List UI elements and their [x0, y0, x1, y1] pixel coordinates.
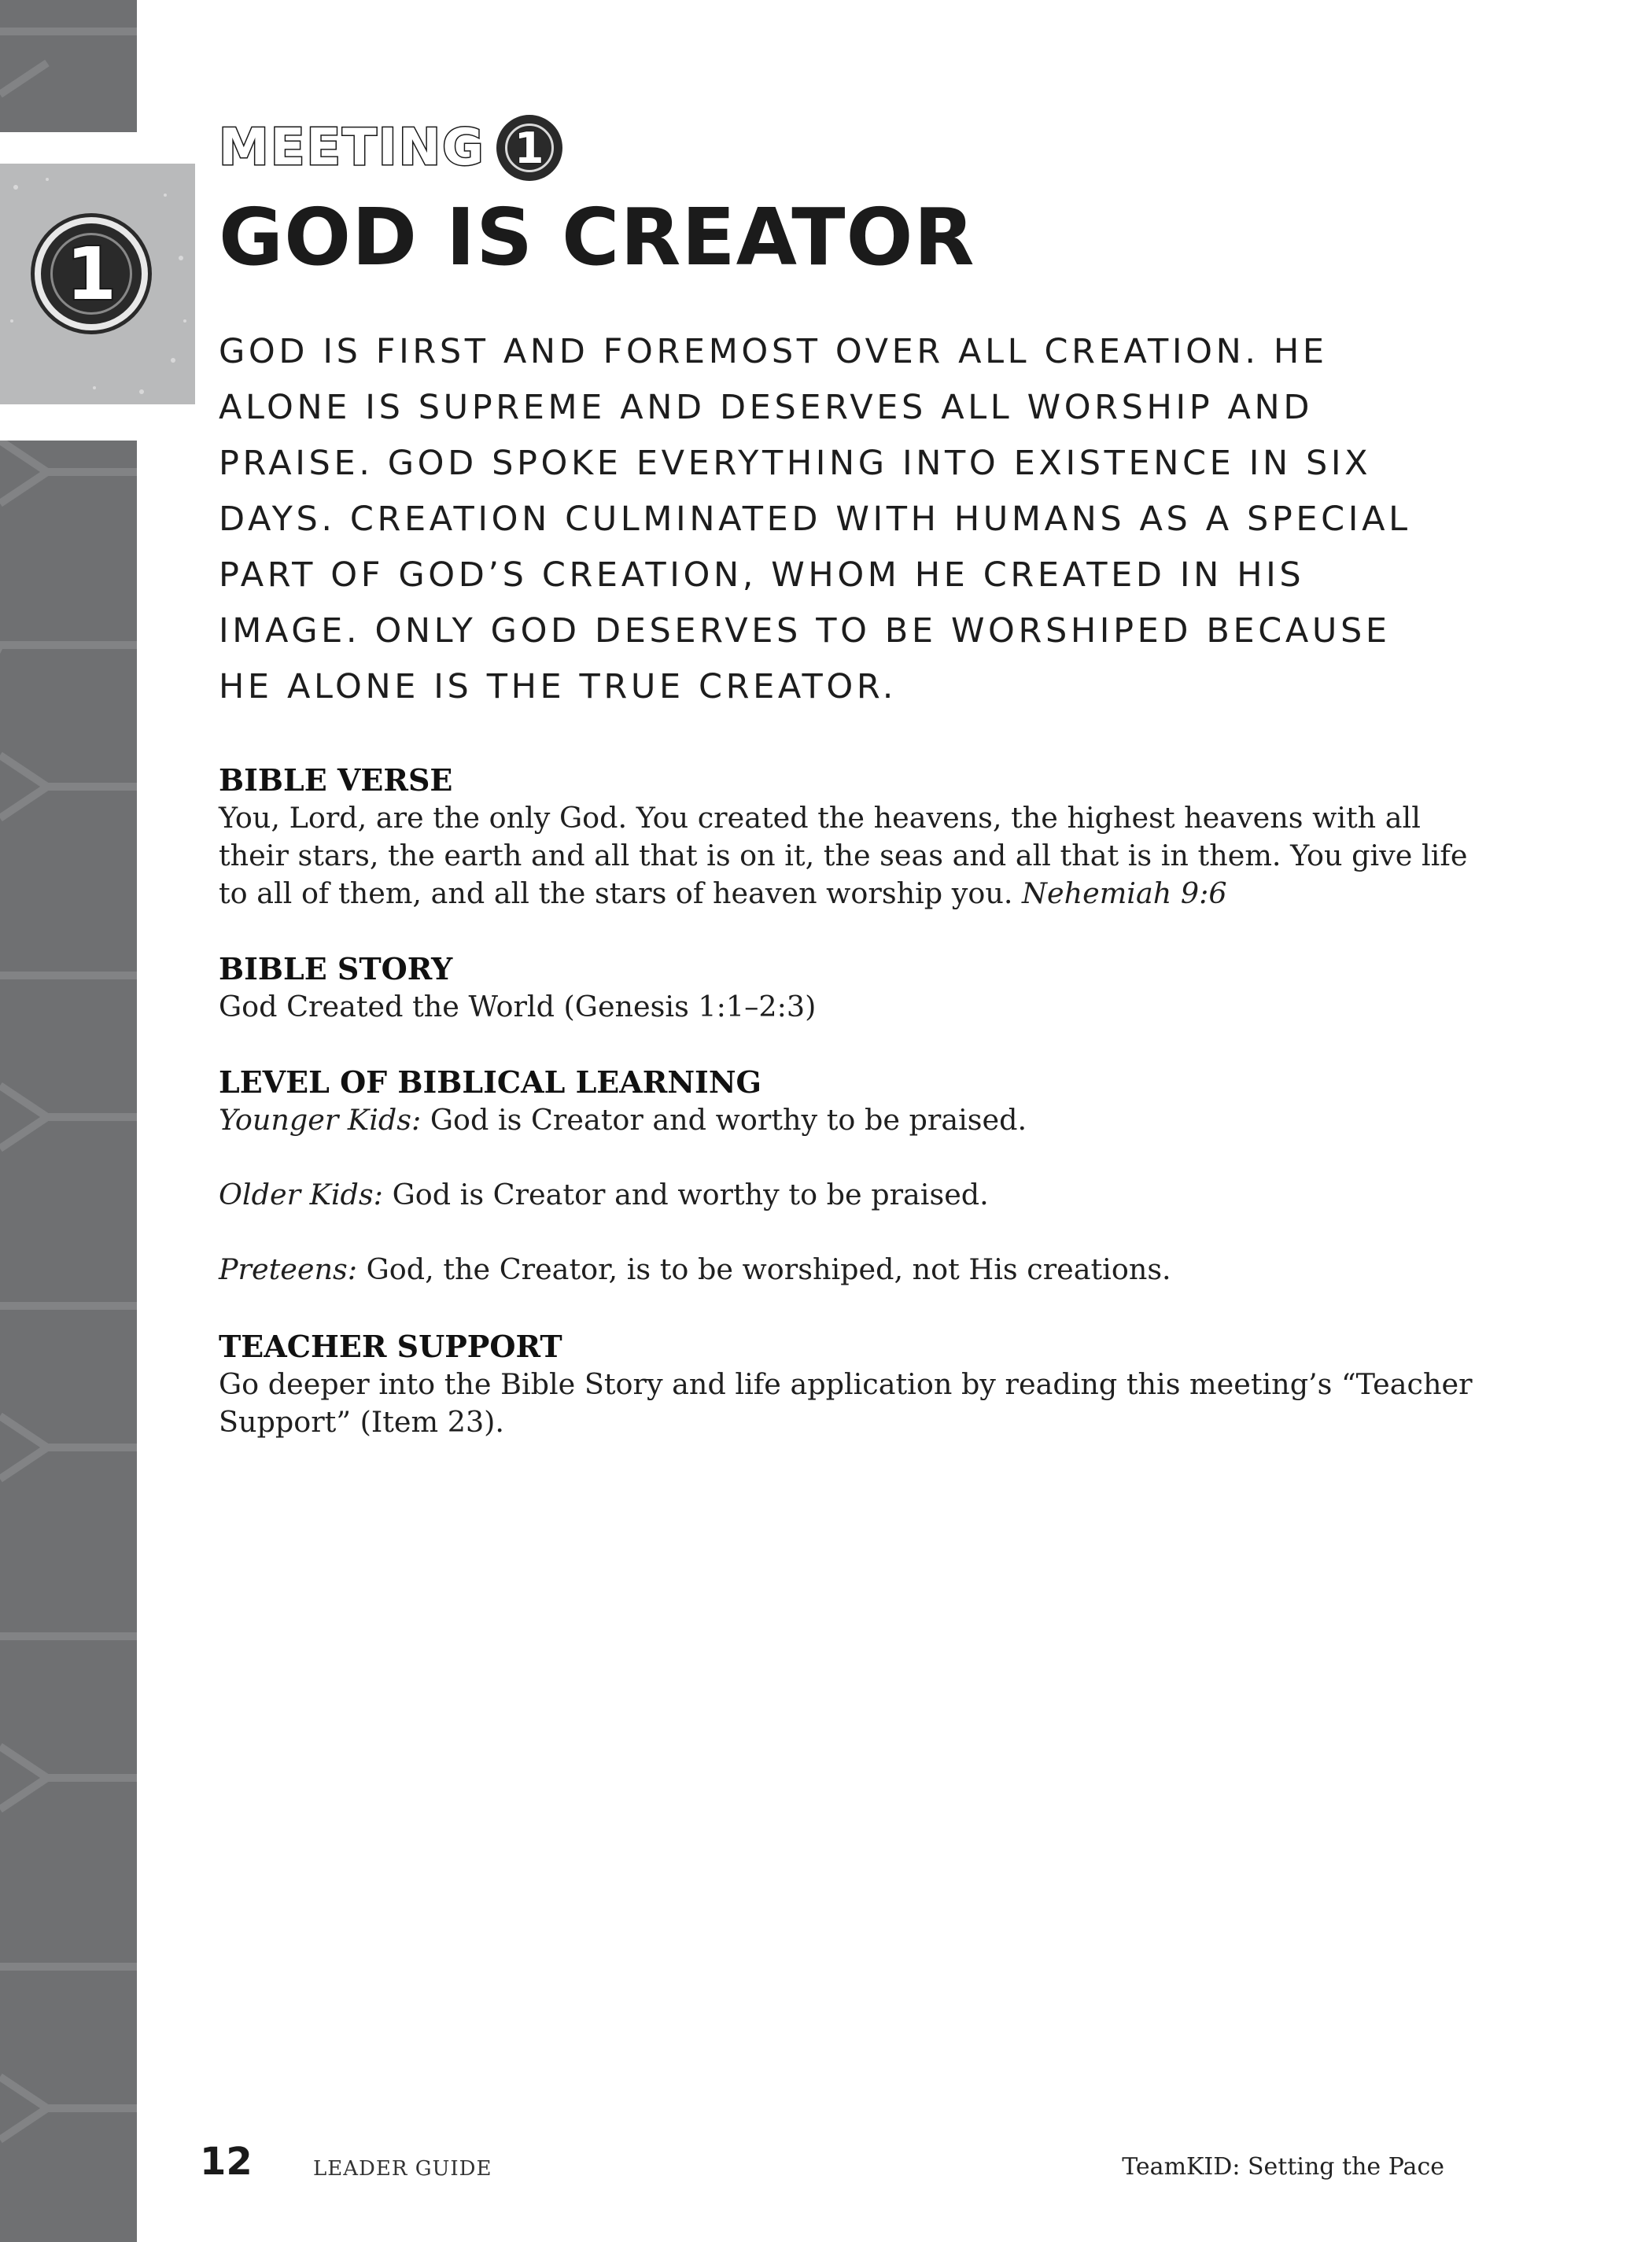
- bible-verse-heading: BIBLE VERSE: [219, 762, 453, 798]
- meeting-label: [219, 115, 562, 181]
- meeting-number: 1: [514, 123, 544, 173]
- learning-item-younger: Younger Kids: God is Creator and worthy to be praised.: [219, 1103, 1027, 1137]
- learning-item-preteens: Preteens: God, the Creator, is to be worshiped, not His creations.: [219, 1252, 1171, 1286]
- bible-verse-reference: Nehemiah 9:6: [1022, 876, 1227, 910]
- learning-item-older: Older Kids: God is Creator and worthy to be praised.: [219, 1178, 989, 1211]
- footer-title: TeamKID: Setting the Pace: [1122, 2153, 1444, 2181]
- teacher-support-heading: TEACHER SUPPORT: [219, 1329, 562, 1364]
- intro-paragraph: GOD IS FIRST AND FOREMOST OVER ALL CREATION. HE ALONE IS SUPREME AND DESERVES ALL WORSHIP AND PRAISE. GOD SPOKE EVERYTHING INTO EXISTENCE IN SIX DAYS. CREATION CULMINATED WITH HUMANS AS A SPECIAL PART OF GOD’S CREATION, WHOM HE CREATED IN HIS IMAGE. ONLY GOD DESERVES TO BE WORSHIPED BECAUSE HE ALONE IS THE TRUE CREATOR.: [219, 332, 1411, 706]
- meeting-word: MEETING: [219, 119, 485, 177]
- bible-story-section: [219, 950, 1477, 1026]
- meeting-number-icon: [496, 115, 562, 181]
- bible-story-text: God Created the World (Genesis 1:1–2:3): [219, 990, 817, 1023]
- teacher-support-text: Go deeper into the Bible Story and life application by reading this meeting’s “Teacher Support” (Item 23).: [219, 1367, 1473, 1439]
- page-number: 12: [200, 2140, 253, 2184]
- learning-heading: LEVEL OF BIBLICAL LEARNING: [219, 1064, 762, 1100]
- learning-section: [219, 1064, 1477, 1289]
- footer-guide-label: LEADER GUIDE: [313, 2157, 492, 2181]
- bible-verse-section: [219, 761, 1477, 913]
- bible-story-heading: BIBLE STORY: [219, 951, 453, 986]
- meeting-number-badge: [35, 217, 148, 330]
- page-title: GOD IS CREATOR: [219, 191, 975, 283]
- bible-verse-text: You, Lord, are the only God. You created the heavens, the highest heavens with all their stars, the earth and all that is on it, the seas and all that is in them. You give life to all of them, and all the stars of heaven worship you. Nehemiah 9:6: [219, 801, 1468, 910]
- teacher-support-section: [219, 1328, 1477, 1441]
- badge-number: 1: [65, 231, 116, 316]
